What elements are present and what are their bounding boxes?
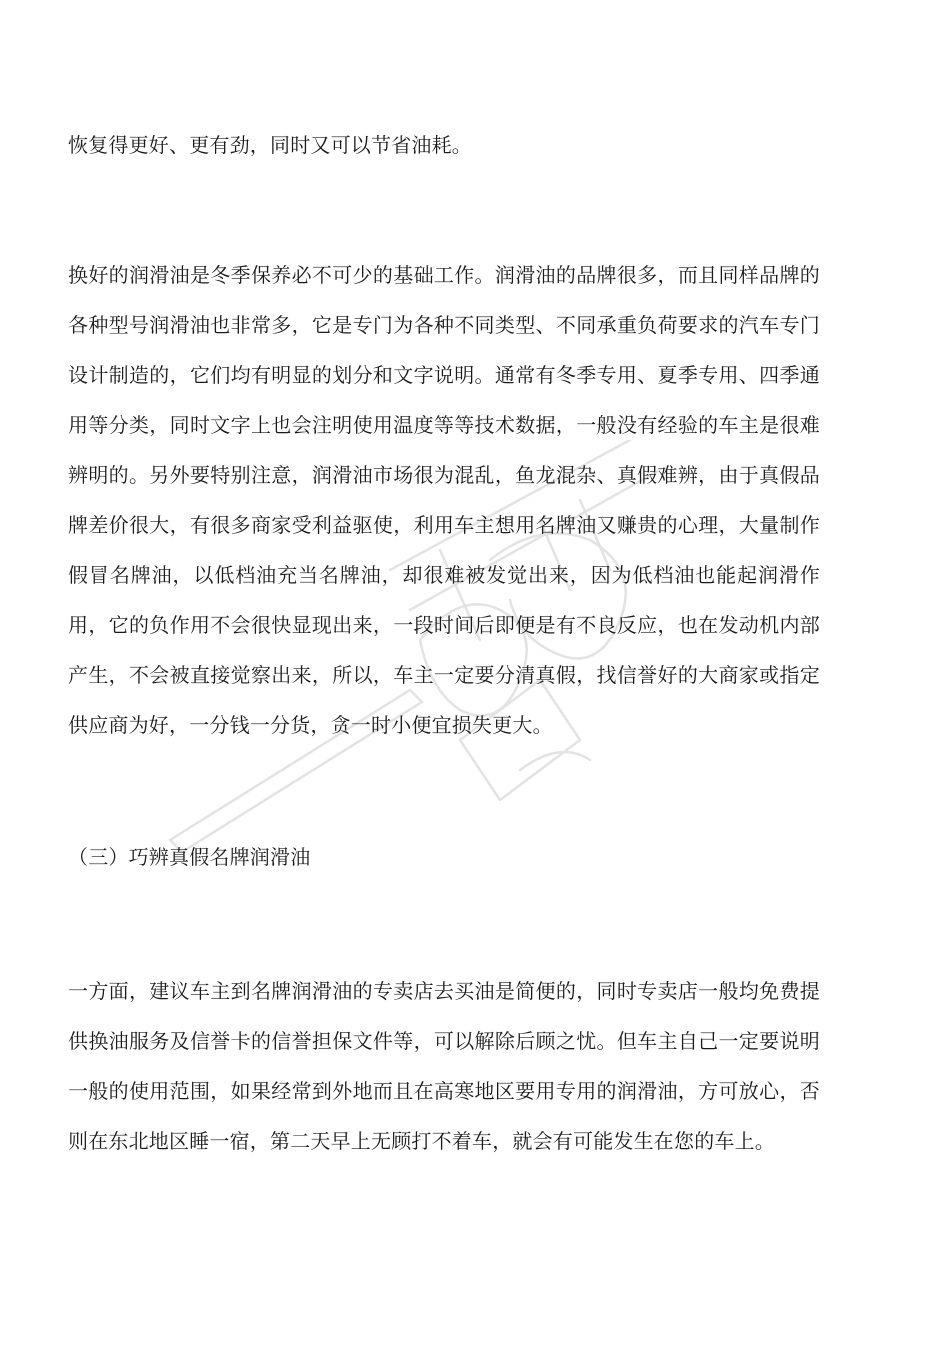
section-heading: （三）巧辨真假名牌润滑油 <box>68 845 311 869</box>
paragraph-3: 一方面，建议车主到名牌润滑油的专卖店去买油是简便的，同时专卖店一般均免费提供换油服务及信誉卡的信誉担保文件等，可以解除后顾之忧。但车主自己一定要说明一般的使用范围，如果经常到外地而且在高寒地区要用专用的润滑油，方可放心，否则在东北地区睡一宿，第二天早上无顾打不着车，就会有可能发生在您的车上。 <box>68 979 820 1153</box>
paragraph-1: 恢复得更好、更有劲，同时又可以节省油耗。 <box>68 133 472 157</box>
paragraph-2: 换好的润滑油是冬季保养必不可少的基础工作。润滑油的品牌很多，而且同样品牌的各种型号润滑油也非常多，它是专门为各种不同类型、不同承重负荷要求的汽车专门设计制造的，它们均有明显的划分和文字说明。通常有冬季专用、夏季专用、四季通用等分类，同时文字上也会注明使用温度等等技术数据，一般没有经验的车主是很难辨明的。另外要特别注意，润滑油市场很为混乱，鱼龙混杂、真假难辨，由于真假品牌差价很大，有很多商家受利益驱使，利用车主想用名牌油又赚贵的心理，大量制作假冒名牌油，以低档油充当名牌油，却很难被发觉出来，因为低档油也能起润滑作用，它的负作用不会很快显现出来，一段时间后即便是有不良反应，也在发动机内部产生，不会被直接觉察出来，所以，车主一定要分清真假，找信誉好的大商家或指定供应商为好，一分钱一分货，贪一时小便宜损失更大。 <box>68 263 820 737</box>
